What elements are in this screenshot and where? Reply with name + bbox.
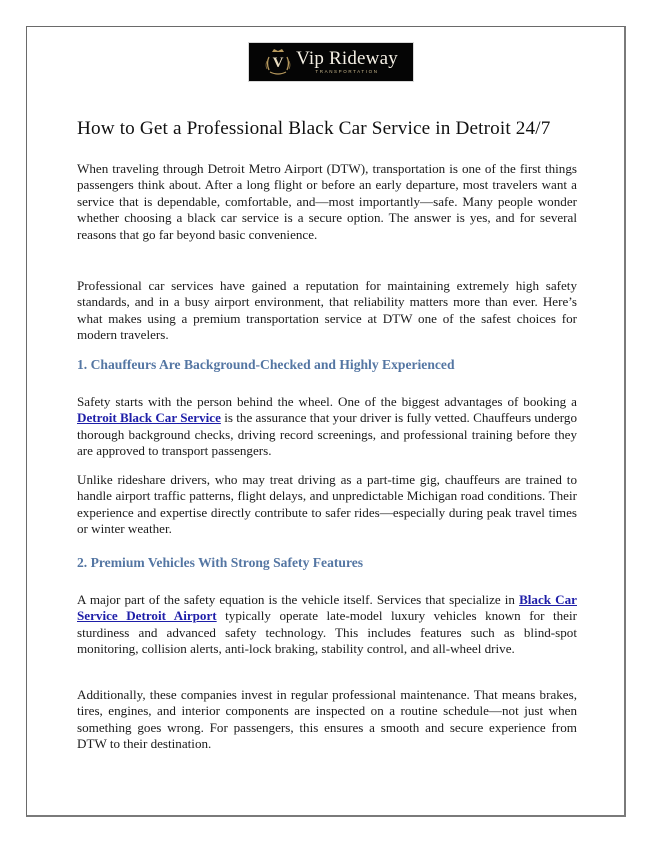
document-page (26, 26, 626, 817)
paragraph-text: Safety starts with the person behind the wheel. One of the biggest advantages of booking a (77, 394, 577, 409)
black-car-service-detroit-airport-link[interactable]: Black Car Service Detroit Airport (77, 592, 577, 624)
paragraph-text: is the assurance that your driver is fully vetted. Chauffeurs undergo thorough background checks, driving record screenings, and professional training before they are approved to transport passengers. (77, 410, 577, 459)
document-title: How to Get a Professional Black Car Service in Detroit 24/7 (77, 118, 551, 139)
section-2-paragraph-1 (77, 592, 577, 658)
intro-paragraph-2: Professional car services have gained a reputation for maintaining extremely high safety standards, and in a busy airport environment, that reliability matters more than ever. Here’s what makes using a premium transportation service at DTW one of the safest choices for modern travelers. (77, 278, 577, 343)
crown-emblem-icon (264, 47, 292, 77)
detroit-black-car-service-link[interactable]: Detroit Black Car Service (77, 410, 221, 426)
section-heading-premium-vehicles: 2. Premium Vehicles With Strong Safety Features (77, 555, 364, 570)
section-1-paragraph-2: Unlike rideshare drivers, who may treat driving as a part-time gig, chauffeurs are trained to handle airport traffic patterns, flight delays, and unpredictable Michigan road conditions. Their experience and expertise directly contribute to safer rides—especially during peak travel times or winter weather. (77, 472, 577, 537)
vip-rideway-logo (249, 43, 413, 81)
logo-wordmark (296, 49, 398, 75)
section-1-paragraph-1 (77, 394, 577, 460)
section-2-paragraph-2: Additionally, these companies invest in regular professional maintenance. That means brakes, tires, engines, and interior components are inspected on a routine schedule—not just when something goes wrong. For passengers, this ensures a smooth and secure experience from DTW to their destination. (77, 687, 577, 752)
logo-emblem-letter: V (272, 54, 284, 71)
section-heading-chauffeurs: 1. Chauffeurs Are Background-Checked and Highly Experienced (77, 357, 455, 372)
logo-name: Vip Rideway (296, 48, 398, 70)
paragraph-text: A major part of the safety equation is the vehicle itself. Services that specialize in (77, 592, 520, 607)
intro-paragraph-1: When traveling through Detroit Metro Airport (DTW), transportation is one of the first things passengers think about. After a long flight or before an early departure, most travelers want a service that is dependable, comfortable, and—most importantly—safe. Many people wonder whether choosing a black car service is a secure option. The answer is yes, and for several reasons that go far beyond basic convenience. (77, 161, 577, 242)
paragraph-text: typically operate late-model luxury vehicles known for their sturdiness and advanced safety technology. This includes features such as blind-spot monitoring, collision alerts, anti-lock braking, stability control, and all-wheel drive. (77, 608, 577, 657)
logo-subtitle: TRANSPORTATION (315, 69, 379, 75)
